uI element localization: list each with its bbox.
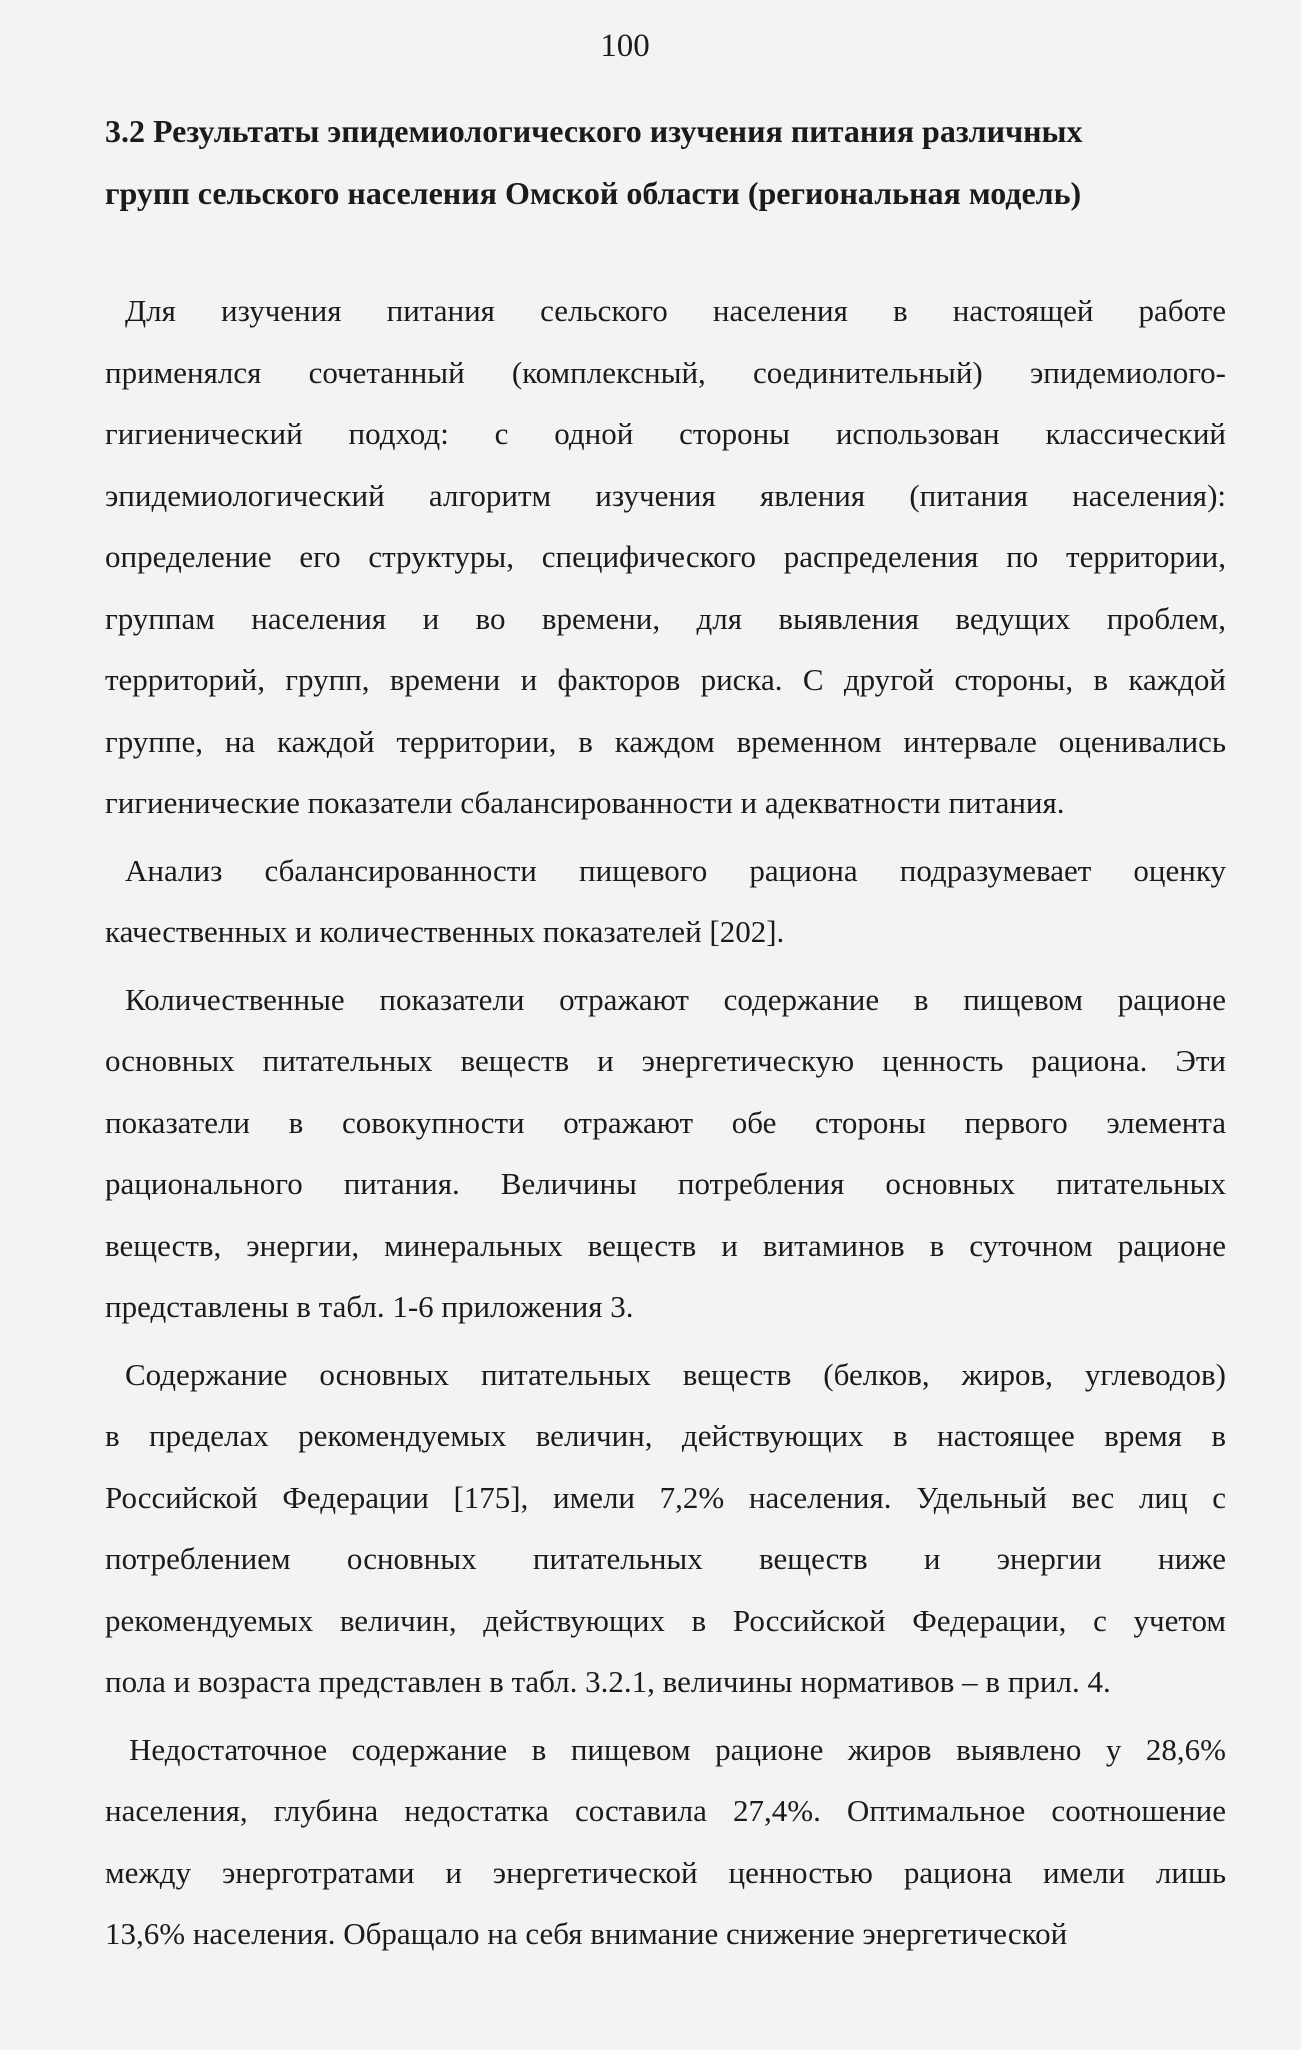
text-line: пола и возраста представлен в табл. 3.2.1, величины нормативов – в прил. 4. — [105, 1664, 1111, 1699]
text-line: 13,6% населения. Обращало на себя внимание снижение энергетической — [105, 1916, 1068, 1951]
paragraph — [105, 840, 1226, 963]
paragraph — [105, 280, 1226, 834]
heading-line: групп сельского населения Омской области (региональная модель) — [105, 175, 1082, 211]
text-line: Содержание основных питательных веществ (белков, жиров, углеводов) — [125, 1356, 1226, 1392]
text-line: качественных и количественных показателей [202]. — [105, 914, 785, 949]
text-line: группе, на каждой территории, в каждом временном интервале оценивались — [105, 723, 1226, 759]
text-line: показатели в совокупности отражают обе стороны первого элемента — [105, 1104, 1226, 1140]
text-line: рационального питания. Величины потребления основных питательных — [105, 1166, 1226, 1201]
text-line: Анализ сбалансированности пищевого рациона подразумевает оценку — [125, 852, 1226, 888]
text-line: Российской Федерации [175], имели 7,2% населения. Удельный вес лиц с — [105, 1479, 1226, 1515]
text-line: определение его структуры, специфического распределения по территории, — [105, 539, 1226, 574]
text-line: представлены в табл. 1-6 приложения 3. — [105, 1289, 634, 1324]
text-line: населения, глубина недостатка составила 27,4%. Оптимальное соотношение — [105, 1793, 1226, 1828]
text-line: между энерготратами и энергетической ценностью рациона имели лишь — [105, 1854, 1226, 1890]
text-line: рекомендуемых величин, действующих в Российской Федерации, с учетом — [105, 1602, 1226, 1638]
paragraph — [105, 1719, 1226, 1965]
text-line: Недостаточное содержание в пищевом рационе жиров выявлено у 28,6% — [129, 1731, 1226, 1767]
text-line: гигиенический подход: с одной стороны использован классический — [105, 416, 1226, 451]
text-line: в пределах рекомендуемых величин, действующих в настоящее время в — [105, 1418, 1226, 1453]
body-text — [105, 280, 1226, 1965]
text-line: эпидемиологический алгоритм изучения явления (питания населения): — [105, 477, 1226, 513]
text-line: потреблением основных питательных веществ и энергии ниже — [105, 1541, 1226, 1576]
paragraph — [105, 1344, 1226, 1713]
text-line: территорий, групп, времени и факторов риска. С другой стороны, в каждой — [105, 662, 1226, 697]
text-line: Для изучения питания сельского населения в настоящей работе — [125, 293, 1226, 328]
text-line: Количественные показатели отражают содержание в пищевом рационе — [125, 981, 1226, 1017]
heading-line: 3.2 Результаты эпидемиологического изучения питания различных — [105, 113, 1083, 149]
paragraph — [105, 969, 1226, 1338]
text-line: гигиенические показатели сбалансированности и адекватности питания. — [105, 785, 1065, 820]
section-heading — [105, 100, 1225, 224]
text-line: основных питательных веществ и энергетическую ценность рациона. Эти — [105, 1043, 1226, 1078]
page-number: 100 — [600, 28, 650, 64]
text-line: применялся сочетанный (комплексный, соединительный) эпидемиолого- — [105, 354, 1226, 390]
text-line: веществ, энергии, минеральных веществ и витаминов в суточном рационе — [105, 1227, 1226, 1263]
text-line: группам населения и во времени, для выявления ведущих проблем, — [105, 600, 1226, 636]
